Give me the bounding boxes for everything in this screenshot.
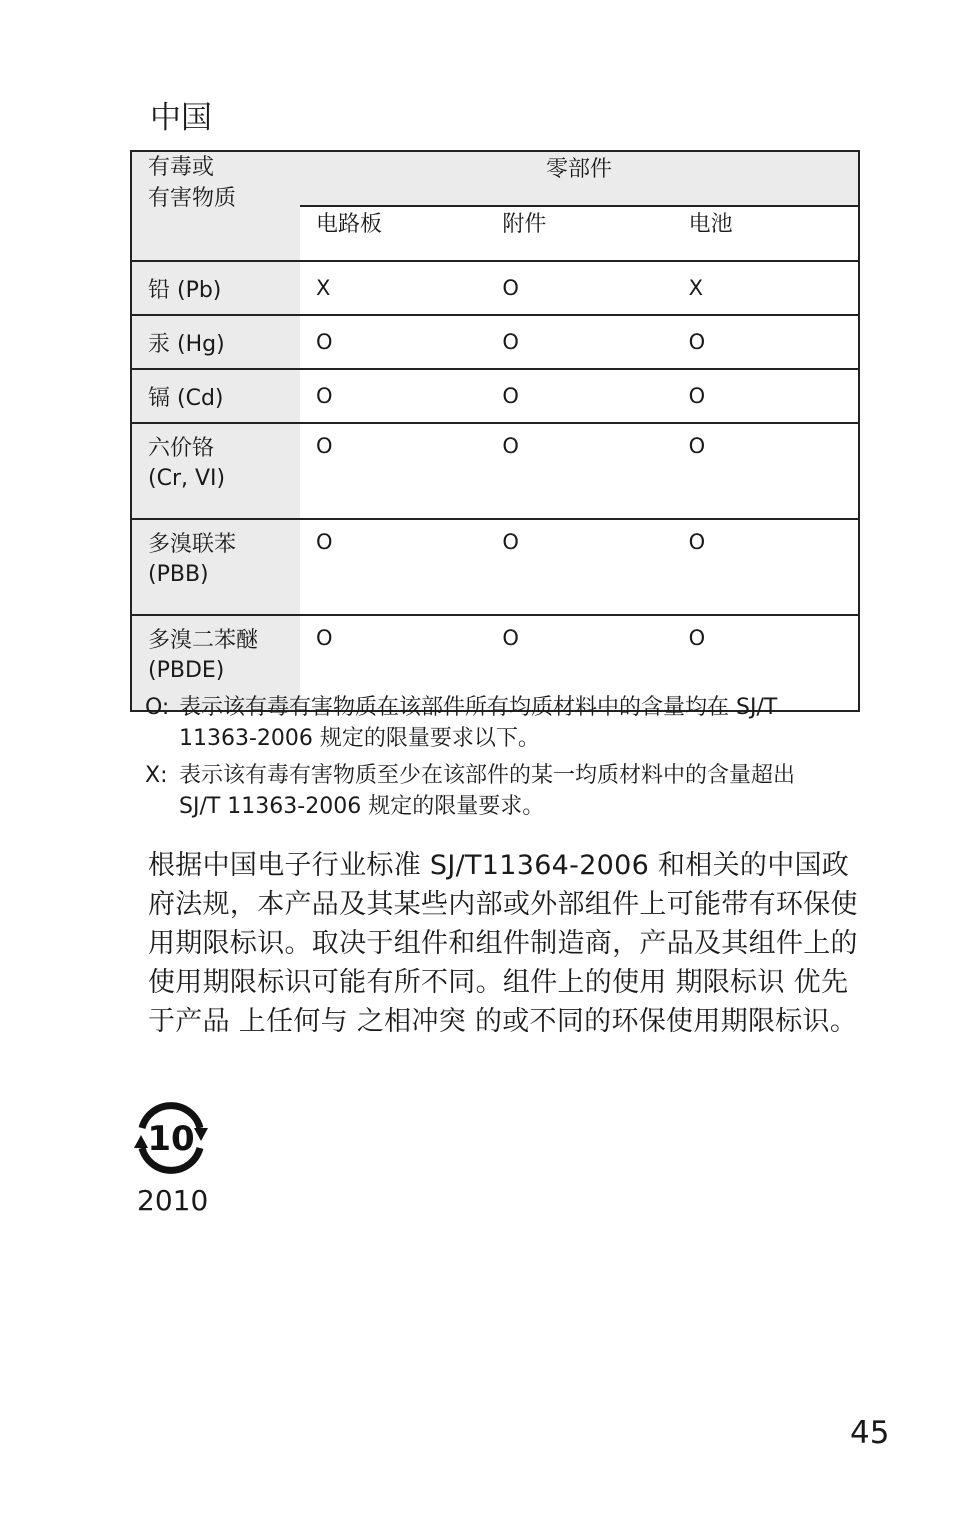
substance-name-symbol: (PBB) <box>148 562 209 587</box>
table-cell: O <box>486 261 672 315</box>
epup-statement: 根据中国电子行业标准 SJ/T11364-2006 和相关的中国政府法规，本产品及其某些内部或外部组件上可能带有环保使用期限标识。取决于组件和组件制造商，产品及其组件上的使用期限标识可能有所不同。组件上的使用 期限标识 优先于产品 上任何与 之相冲突 的或不同的环保使用期限标识。 <box>148 850 858 1037</box>
page-number: 45 <box>850 1415 890 1451</box>
corner-label-line-2: 有害物质 <box>148 186 237 211</box>
components-group-header: 零部件 <box>300 151 859 206</box>
table-cell: O <box>486 369 672 423</box>
logo-year: 2010 <box>137 1184 209 1217</box>
table-cell: X <box>300 261 486 315</box>
table-cell: O <box>673 369 859 423</box>
table-cell: O <box>486 423 672 519</box>
substance-name-symbol: (PBDE) <box>148 658 225 683</box>
legend-text: 表示该有毒有害物质在该部件所有均质材料中的含量均在 SJ/T 11363-2006 规定的限量要求以下。 <box>179 695 778 751</box>
column-header: 电路板 <box>316 212 383 237</box>
table-row <box>131 423 859 519</box>
table-cell: O <box>673 423 859 519</box>
table-cell: O <box>300 615 486 711</box>
substance-name: 镉 (Cd) <box>131 369 300 423</box>
legend-text: 表示该有毒有害物质至少在该部件的某一均质材料中的含量超出 SJ/T 11363-2006 规定的限量要求。 <box>179 763 796 819</box>
table-cell: O <box>300 369 486 423</box>
table-cell: O <box>673 315 859 369</box>
hazardous-substances-table <box>130 150 860 712</box>
corner-label-line-1: 有毒或 <box>148 155 215 180</box>
environmental-protection-use-period-icon <box>128 1095 214 1181</box>
substance-name-cn: 多溴二苯醚 <box>148 628 259 653</box>
logo-number: 10 <box>147 1119 195 1159</box>
table-cell: O <box>486 519 672 615</box>
substance-name-cn: 六价铬 <box>148 436 215 461</box>
table-cell: O <box>673 615 859 711</box>
substance-name: 汞 (Hg) <box>131 315 300 369</box>
substance-name <box>131 423 300 519</box>
column-header: 电池 <box>688 212 733 237</box>
table-row <box>131 369 859 423</box>
table-row <box>131 519 859 615</box>
table-corner-header <box>131 151 300 261</box>
substance-name <box>131 519 300 615</box>
legend-key: X: <box>145 763 168 788</box>
table-cell: O <box>486 615 672 711</box>
column-header: 附件 <box>502 212 547 237</box>
table-cell: O <box>486 315 672 369</box>
table-cell: X <box>673 261 859 315</box>
table-row <box>131 315 859 369</box>
table-cell: O <box>300 423 486 519</box>
substance-name-cn: 多溴联苯 <box>148 532 237 557</box>
substance-name-symbol: (Cr, VI) <box>148 466 226 491</box>
table-cell: O <box>673 519 859 615</box>
legend-note-o <box>145 692 839 754</box>
page-title: 中国 <box>150 100 212 136</box>
legend-note-x <box>145 760 839 822</box>
substance-name: 铅 (Pb) <box>131 261 300 315</box>
table-cell: O <box>300 519 486 615</box>
table-cell: O <box>300 315 486 369</box>
legend-key: O: <box>145 695 170 720</box>
table-row <box>131 261 859 315</box>
